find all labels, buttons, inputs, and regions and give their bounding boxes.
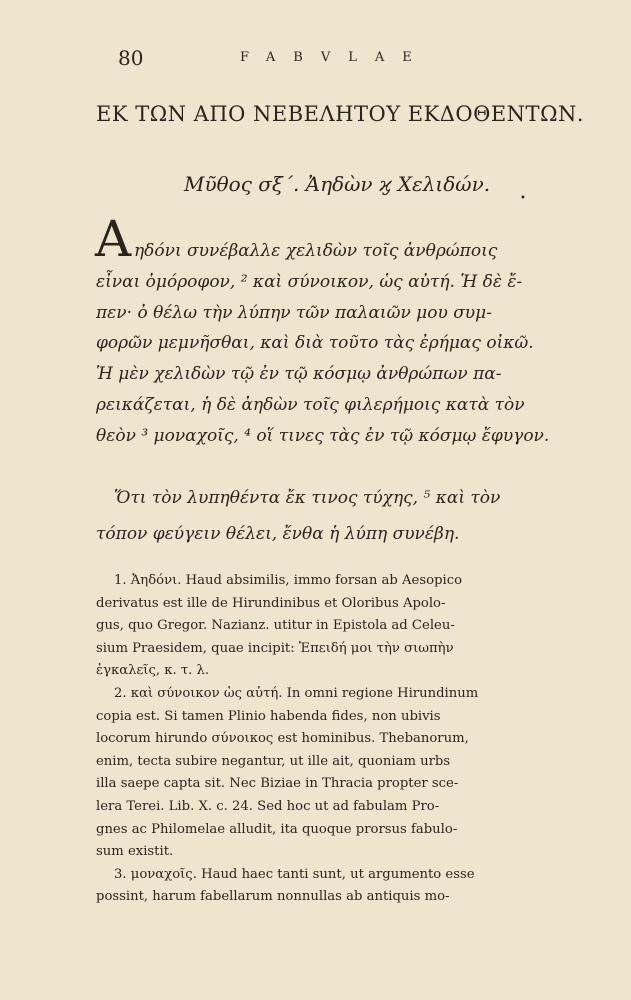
note-line: sum existit.	[96, 844, 174, 860]
fable-line: ηδόνι συνέβαλλε χελιδὼν τοῖς ἀνθρώποις	[134, 241, 498, 261]
note-line: sium Praesidem, quae incipit: Ἐπειδή μοι τὴν σιωπὴν	[96, 640, 454, 656]
note-line: copia est. Si tamen Plinio habenda fides, non ubivis	[96, 708, 441, 724]
note-line: possint, harum fabellarum nonnullas ab antiquis mo-	[96, 889, 450, 905]
note-line: enim, tecta subire negantur, ut ille ait, quoniam urbs	[96, 753, 451, 769]
page-number: 80	[118, 46, 144, 70]
fable-line: εἶναι ὁμόροφον, ² καὶ σύνοικον, ὡς αὐτή. Ἡ δὲ ἔ-	[96, 271, 523, 292]
note-line: derivatus est ille de Hirundinibus et Oloribus Apolo-	[96, 595, 446, 611]
fable-line: πεν· ὀ θέλω τὴν λύπην τῶν παλαιῶν μου συμ-	[96, 302, 492, 323]
note-line: illa saepe capta sit. Nec Biziae in Thracia propter sce-	[96, 776, 459, 792]
note-line: lera Terei. Lib. X. c. 24. Sed hoc ut ad fabulam Pro-	[96, 798, 440, 814]
note-line: 1. Ἀηδόνι. Haud absimilis, immo forsan ab Aesopico	[114, 573, 463, 588]
fable-line: Ἡ μὲν χελιδὼν τῷ ἐν τῷ κόσμῳ ἀνθρώπων πα-	[96, 364, 502, 385]
running-head: FABVLAE	[240, 50, 430, 65]
fable-text	[96, 236, 576, 452]
ornament-dot: •	[520, 193, 526, 204]
note-line: 2. καὶ σύνοικον ὡς αὐτή. In omni regione Hirundinum	[114, 685, 479, 701]
fable-line: θεὸν ³ μοναχοῖς, ⁴ οἵ τινες τὰς ἐν τῷ κόσμῳ ἔφυγον.	[96, 425, 550, 446]
section-title: ΕΚ ΤΩΝ ΑΠΟ ΝΕΒΕΛΗΤΟΥ ΕΚΔΟΘΕΝΤΩΝ.	[96, 102, 585, 126]
moral-line: Ὅτι τὸν λυπηθέντα ἔκ τινος τύχης, ⁵ καὶ τὸν	[114, 488, 501, 508]
drop-capital: Α	[95, 210, 132, 268]
fable-title: Μῦθος σξ΄. Ἀηδὼν ϗ Χελιδών.	[184, 172, 491, 196]
moral-text	[96, 480, 576, 552]
moral-line: τόπον φεύγειν θέλει, ἔνθα ἡ λύπη συνέβη.	[96, 524, 460, 544]
note-line: locorum hirundo σύνοικος est hominibus. Thebanorum,	[96, 731, 469, 747]
note-line: gus, quo Gregor. Nazianz. utitur in Epistola ad Celeu-	[96, 618, 455, 634]
footnotes	[96, 570, 576, 909]
note-line: gnes ac Philomelae alludit, ita quoque prorsus fabulo-	[96, 821, 458, 837]
fable-line: ρεικάζεται, ἡ δὲ ἀηδὼν τοῖς φιλερήμοις κατὰ τὸν	[96, 394, 525, 415]
note-line: ἐγκαλεῖς, κ. τ. λ.	[96, 663, 210, 679]
note-line: 3. μοναχοῖς. Haud haec tanti sunt, ut argumento esse	[114, 866, 475, 882]
fable-line: φορῶν μεμνῆσθαι, καὶ διὰ τοῦτο τὰς ἐρήμας οἰκῶ.	[96, 333, 534, 354]
